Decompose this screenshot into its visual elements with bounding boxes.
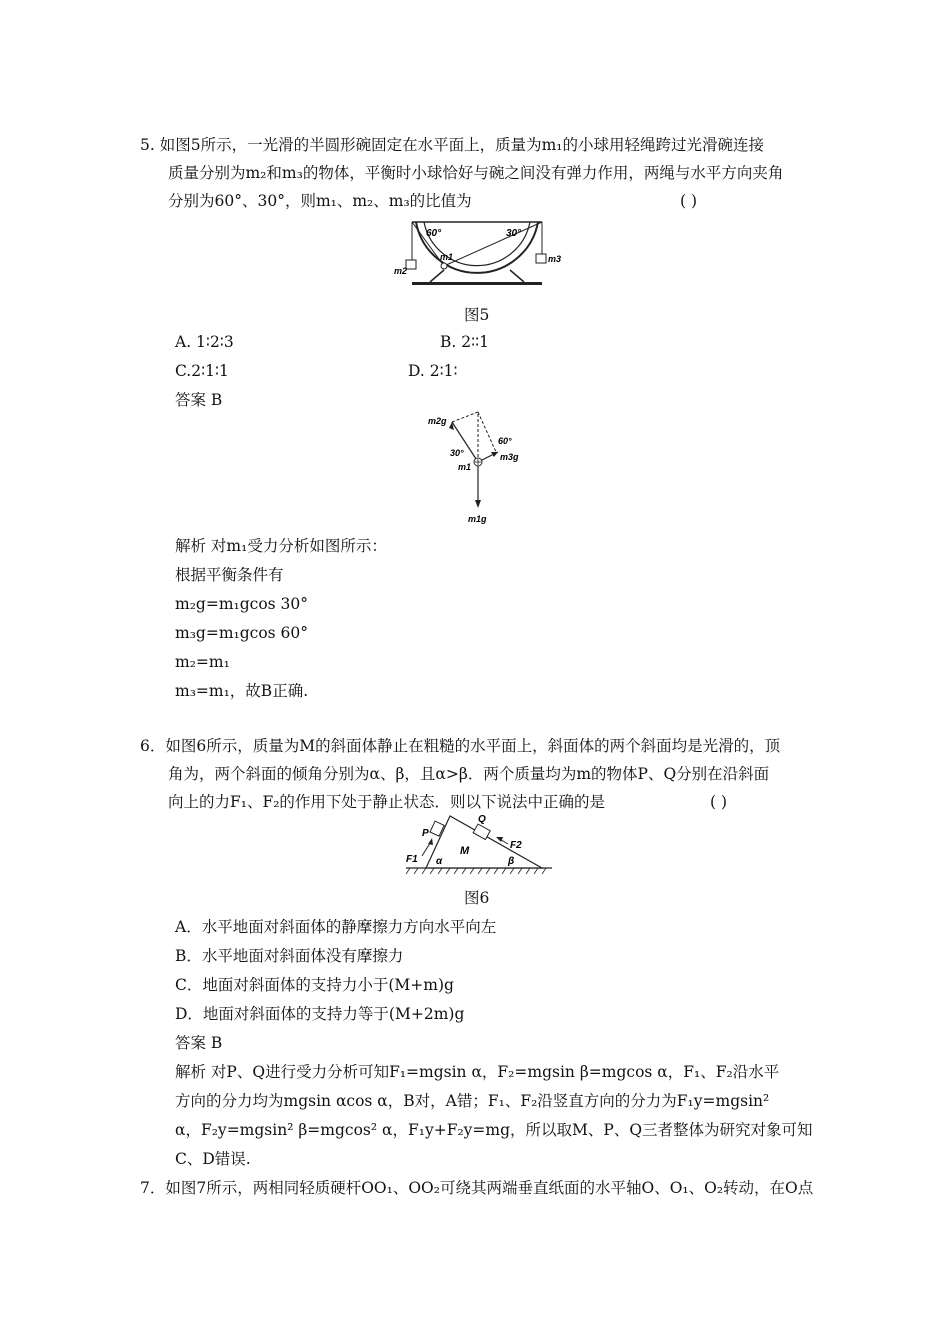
q5-option-d: D. 2∶1∶ [408, 362, 458, 380]
q5-analysis-line-1: 解析 对m₁受力分析如图所示： [175, 537, 387, 555]
q5-bowl-figure [392, 216, 562, 290]
q5-analysis-line-4: m₃g=m₁gcos 60° [175, 624, 309, 642]
m2-label: m2 [394, 266, 408, 276]
mass-m3-block [536, 254, 546, 263]
q5-analysis-line-2: 根据平衡条件有 [175, 566, 284, 584]
q5-analysis-line-6: m₃=m₁，故B正确. [175, 682, 309, 700]
p-label: P [422, 828, 429, 839]
mass-m2-block [406, 260, 416, 269]
m1-force-label: m1 [458, 462, 472, 472]
q6-analysis-line-2: 方向的分力均为mgsin αcos α，B对，A错；F₁、F₂沿竖直方向的分力为F₁y=mgsin² [175, 1092, 770, 1110]
m3g-label: m3g [500, 452, 519, 462]
q6-answer-blank: ( ) [710, 793, 728, 811]
q6-option-d: D．地面对斜面体的支持力等于(M+2m)g [175, 1005, 465, 1023]
f2-label: F2 [510, 840, 522, 851]
q6-analysis-line-3: α，F₂y=mgsin² β=mgcos² α，F₁y+F₂y=mg，所以取M、P、Q三者整体为研究对象可知 [175, 1121, 813, 1139]
q5-stem-line-2: 质量分别为m₂和m₃的物体，平衡时小球恰好与碗之间没有弹力作用，两绳与水平方向夹角 [168, 164, 784, 182]
q6-option-b: B．水平地面对斜面体没有摩擦力 [175, 947, 404, 965]
q6-answer: 答案 B [175, 1034, 223, 1052]
q7-stem-line-1: 7．如图7所示，两相同轻质硬杆OO₁、OO₂可绕其两端垂直纸面的水平轴O、O₁、O₂转动，在O点 [140, 1179, 814, 1197]
q-label: Q [478, 814, 486, 825]
q6-analysis-line-1: 解析 对P、Q进行受力分析可知F₁=mgsin α，F₂=mgsin β=mgcos α，F₁、F₂沿水平 [175, 1063, 780, 1081]
m1g-label: m1g [468, 514, 487, 524]
q5-stem-line-1: 5. 如图5所示，一光滑的半圆形碗固定在水平面上，质量为m₁的小球用轻绳跨过光滑碗连接 [140, 136, 764, 154]
q5-stem-line-3: 分别为60°、30°，则m₁、m₂、m₃的比值为 [168, 192, 472, 210]
q6-option-a: A．水平地面对斜面体的静摩擦力方向水平向左 [175, 918, 497, 936]
q5-analysis-line-3: m₂g=m₁gcos 30° [175, 595, 309, 613]
angle-60-force-label: 60° [498, 436, 512, 446]
q5-option-b: B. 2∶∶1 [440, 333, 490, 351]
q6-wedge-figure [404, 812, 554, 878]
m-label: M [460, 845, 470, 857]
q5-option-a: A. 1∶2∶3 [175, 333, 234, 351]
m1-label: m1 [440, 252, 454, 262]
alpha-label: α [436, 856, 443, 867]
m3-label: m3 [548, 254, 562, 264]
angle-60-label: 60° [426, 228, 442, 239]
q5-force-diagram [424, 408, 534, 524]
figure-5-caption: 图5 [464, 306, 490, 324]
q5-analysis-line-5: m₂=m₁ [175, 653, 230, 671]
q6-stem-line-1: 6．如图6所示，质量为M的斜面体静止在粗糙的水平面上，斜面体的两个斜面均是光滑的，顶 [140, 737, 781, 755]
m2g-label: m2g [428, 416, 447, 426]
q6-stem-line-3: 向上的力F₁、F₂的作用下处于静止状态．则以下说法中正确的是 [168, 793, 605, 811]
q6-option-c: C．地面对斜面体的支持力小于(M+m)g [175, 976, 454, 994]
beta-label: β [508, 856, 515, 867]
f1-label: F1 [406, 854, 418, 865]
q5-option-c: C.2∶1∶1 [175, 362, 229, 380]
q6-stem-line-2: 角为，两个斜面的倾角分别为α、β，且α>β．两个质量均为m的物体P、Q分别在沿斜面 [168, 765, 770, 783]
q5-answer: 答案 B [175, 391, 223, 409]
angle-30-force-label: 30° [450, 448, 464, 458]
ground-line [412, 282, 542, 285]
ground-hatching [406, 868, 546, 874]
figure-6-caption: 图6 [464, 889, 490, 907]
q6-analysis-line-4: C、D错误. [175, 1150, 251, 1168]
angle-30-label: 30° [506, 228, 522, 239]
q5-answer-blank: ( ) [680, 192, 698, 210]
